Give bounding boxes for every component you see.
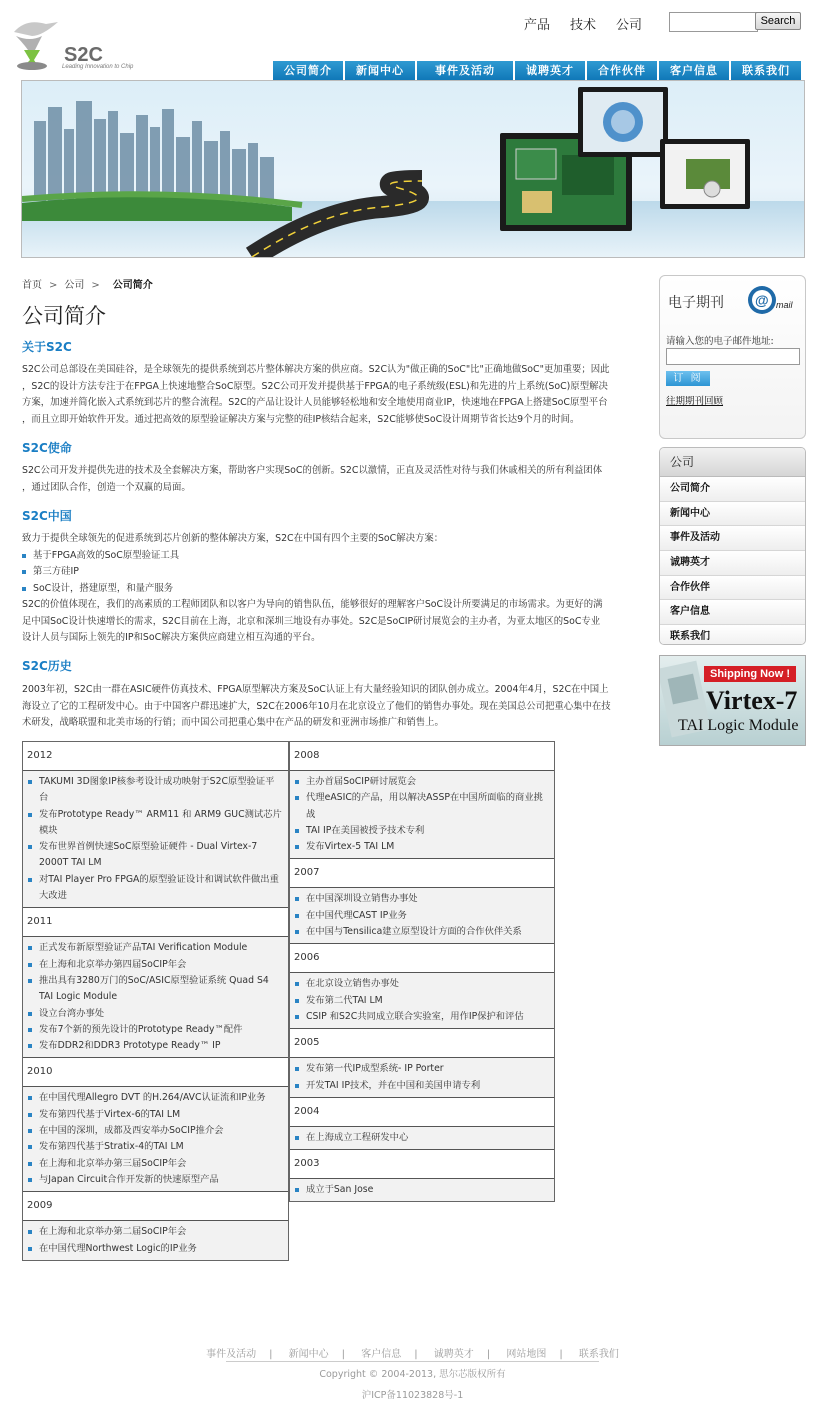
timeline-item: 成立于San Jose bbox=[294, 1182, 548, 1198]
about-line: ，而且立即开始软件开发。通过把高效的原型验证解决方案与完整的硅IP核结合起来，S2C能够使SoC设计周期节省长达9个月的时间。 bbox=[22, 413, 580, 425]
timeline-item: 发布Virtex-5 TAI LM bbox=[294, 839, 548, 855]
nav-contact[interactable]: 联系我们 bbox=[731, 61, 801, 80]
bullet-icon bbox=[22, 587, 26, 591]
timeline-list bbox=[23, 937, 288, 1058]
svg-text:@: @ bbox=[755, 292, 769, 308]
timeline-item: 与Japan Circuit合作开发新的快速原型产品 bbox=[27, 1172, 282, 1188]
top-nav bbox=[524, 14, 642, 33]
bullet-icon bbox=[22, 554, 26, 558]
timeline-year: 2012 bbox=[23, 742, 288, 771]
china-text bbox=[22, 597, 634, 647]
monitor-3 bbox=[660, 139, 750, 209]
ad-subtitle: TAI Logic Module bbox=[678, 717, 799, 734]
company-menu bbox=[659, 447, 806, 645]
timeline-year: 2007 bbox=[290, 859, 554, 888]
mission-line: S2C公司开发并提供先进的技术及全套解决方案，帮助客户实现SoC的创新。S2C以激情，正直及灵活性对待与我们休戚相关的所有利益团体 bbox=[22, 465, 603, 476]
search-input[interactable] bbox=[669, 12, 758, 32]
footer-link-contact[interactable]: 联系我们 bbox=[578, 1349, 619, 1360]
bullet-icon bbox=[22, 570, 26, 574]
email-field[interactable] bbox=[666, 348, 800, 365]
mission-text bbox=[22, 463, 634, 496]
icp-number: 沪ICP备11023828号-1 bbox=[361, 1390, 464, 1401]
search-button[interactable]: Search bbox=[755, 12, 801, 30]
timeline-item: 正式发布新原型验证产品TAI Verification Module bbox=[27, 940, 282, 956]
company-menu-title: 公司 bbox=[660, 448, 805, 477]
monitor-2 bbox=[578, 87, 668, 157]
timeline-item: 推出具有3280万门的SoC/ASIC原型验证系统 Quad S4 TAI Logic Module bbox=[27, 973, 282, 1006]
about-line: ，S2C的设计方法专注于在FPGA上快速地整合SoC原型。S2C公司开发并提供基于FPGA的电子系统级(ESL)和先进的片上系统(SoC)原型解决 bbox=[22, 380, 608, 392]
timeline-item: 发布DDR2和DDR3 Prototype Ready™ IP bbox=[27, 1038, 282, 1054]
timeline-item: 在北京设立销售办事处 bbox=[294, 976, 548, 992]
banner-illustration bbox=[22, 81, 804, 257]
timeline-year: 2004 bbox=[290, 1098, 554, 1127]
timeline-item: 主办首届SoCIP研讨展览会 bbox=[294, 774, 548, 790]
china-line: 足中国SoC设计快速增长的需求，S2C目前在上海，北京和深圳三地设有办事处。S2C是SoCIP研讨展览会的主办者，为亚太地区的SoC专业 bbox=[22, 615, 601, 627]
breadcrumb-current: 公司简介 bbox=[112, 280, 153, 291]
timeline-list bbox=[290, 771, 554, 859]
timeline-item: 发布第四代基于Stratix-4的TAI LM bbox=[27, 1139, 282, 1155]
timeline-item: 在中国与Tensilica建立原型设计方面的合作伙伴关系 bbox=[294, 924, 548, 940]
timeline-year: 2010 bbox=[23, 1058, 288, 1087]
nav-news[interactable]: 新闻中心 bbox=[345, 61, 415, 80]
china-bullet: 第三方硅IP bbox=[22, 564, 79, 581]
nav-careers[interactable]: 诚聘英才 bbox=[515, 61, 585, 80]
timeline-year: 2009 bbox=[23, 1192, 288, 1221]
about-line: 方案，加速并简化嵌入式系统到芯片的整合流程。S2C的产品让设计人员能够轻松地和安全地使用商业IP，快速地在FPGA上搭建SoC原型平台 bbox=[22, 397, 608, 409]
timeline-list bbox=[290, 1127, 554, 1150]
ad-shipping-badge: Shipping Now ! bbox=[704, 666, 796, 682]
china-bullet: SoC设计，搭建原型，和量产服务 bbox=[22, 581, 173, 598]
main-nav bbox=[273, 61, 801, 80]
timeline-year: 2006 bbox=[290, 944, 554, 973]
nav-events[interactable]: 事件及活动 bbox=[417, 61, 513, 80]
timeline-item: 开发TAI IP技术，并在中国和美国申请专利 bbox=[294, 1078, 548, 1094]
company-menu-item-partners[interactable]: 合作伙伴 bbox=[660, 576, 805, 601]
footer-link-careers[interactable]: 诚聘英才 bbox=[433, 1349, 474, 1360]
timeline-item: 发布第一代IP成型系统- IP Porter bbox=[294, 1061, 548, 1077]
logo-text: S2C bbox=[64, 44, 103, 66]
top-link-technology[interactable]: 技术 bbox=[570, 18, 597, 33]
newsletter-box bbox=[659, 275, 806, 439]
timeline-item: 发布第二代TAI LM bbox=[294, 993, 548, 1009]
top-link-company[interactable]: 公司 bbox=[616, 18, 643, 33]
timeline-table-left bbox=[22, 741, 289, 1261]
company-menu-item-contact[interactable]: 联系我们 bbox=[660, 625, 805, 645]
timeline-item: 在中国代理Allegro DVT 的H.264/AVC认证流和IP业务 bbox=[27, 1090, 282, 1106]
company-menu-item-careers[interactable]: 诚聘英才 bbox=[660, 551, 805, 576]
section-heading-mission: S2C使命 bbox=[22, 441, 72, 455]
company-menu-item-news[interactable]: 新闻中心 bbox=[660, 502, 805, 527]
breadcrumb-home[interactable]: 首页 bbox=[22, 280, 42, 291]
timeline-list bbox=[290, 1179, 554, 1201]
timeline-item: 在中国代理Northwest Logic的IP业务 bbox=[27, 1241, 282, 1257]
timeline-item: 在中国深圳设立销售办事处 bbox=[294, 891, 548, 907]
hero-banner bbox=[21, 80, 805, 258]
about-line: S2C公司总部设在美国硅谷，是全球领先的提供系统到芯片整体解决方案的供应商。S2C认为"做正确的SoC"比"正确地做SoC"更加重要；因此 bbox=[22, 364, 610, 375]
footer-divider bbox=[226, 1361, 599, 1362]
timeline-item: 在上海和北京举办第四届SoCIP年会 bbox=[27, 957, 282, 973]
timeline-table-right bbox=[289, 741, 555, 1202]
nav-partners[interactable]: 合作伙伴 bbox=[587, 61, 657, 80]
china-intro: 致力于提供全球领先的促进系统到芯片创新的整体解决方案，S2C在中国有四个主要的SoC解决方案： bbox=[22, 533, 444, 544]
s2c-logo[interactable] bbox=[12, 20, 132, 72]
timeline-item: 在上海和北京举办第二届SoCIP年会 bbox=[27, 1224, 282, 1240]
history-line: 术研发，战略联盟和北美市场的行销；而中国公司把重心集中在产品的研发和亚洲市场推广和销售上。 bbox=[22, 717, 444, 729]
company-menu-item-customers[interactable]: 客户信息 bbox=[660, 600, 805, 625]
footer-links: 事件及活动 | 新闻中心 | 客户信息 | 诚聘英才 | 网站地图 | 联系我们 bbox=[206, 1349, 619, 1360]
about-text bbox=[22, 362, 634, 428]
timeline-item: TAI IP在美国被授予技术专利 bbox=[294, 823, 548, 839]
section-heading-history: S2C历史 bbox=[22, 659, 72, 673]
company-menu-item-profile[interactable]: 公司简介 bbox=[660, 477, 805, 502]
footer-link-customers[interactable]: 客户信息 bbox=[361, 1349, 402, 1360]
timeline-year: 2005 bbox=[290, 1029, 554, 1058]
timeline-list bbox=[23, 1221, 288, 1260]
section-heading-china: S2C中国 bbox=[22, 509, 72, 523]
history-line: 海设立了它的工程研发中心。由于中国客户群迅速扩大，S2C在2006年10月在北京设立了他们的销售办事处。现在美国总公司把重心集中在技 bbox=[22, 700, 611, 712]
newsletter-title: 电子期刊 bbox=[668, 295, 724, 311]
email-label: 请输入您的电子邮件地址: bbox=[666, 336, 774, 347]
section-heading-about: 关于S2C bbox=[22, 340, 72, 354]
timeline-year: 2003 bbox=[290, 1150, 554, 1179]
subscribe-button[interactable]: 订 阅 bbox=[666, 371, 710, 386]
timeline-year: 2011 bbox=[23, 908, 288, 937]
footer-link-sitemap[interactable]: 网站地图 bbox=[506, 1349, 547, 1360]
timeline-year: 2008 bbox=[290, 742, 554, 771]
timeline-item: 在中国的深圳，成都及西安举办SoCIP推介会 bbox=[27, 1123, 282, 1139]
timeline-item: 发布Prototype Ready™ ARM11 和 ARM9 GUC测试芯片模块 bbox=[27, 807, 282, 840]
timeline-item: 对TAI Player Pro FPGA的原型验证设计和调试软件做出重大改进 bbox=[27, 872, 282, 905]
nav-customers[interactable]: 客户信息 bbox=[659, 61, 729, 80]
logo-mark-icon bbox=[12, 20, 58, 72]
timeline-item: 设立台湾办事处 bbox=[27, 1006, 282, 1022]
footer-link-events[interactable]: 事件及活动 bbox=[206, 1349, 257, 1360]
timeline-item: 在上海和北京举办第三届SoCIP年会 bbox=[27, 1156, 282, 1172]
nav-company-profile[interactable]: 公司简介 bbox=[273, 61, 343, 80]
timeline-item: 在上海成立工程研发中心 bbox=[294, 1130, 548, 1146]
china-line: S2C的价值体现在，我们的高素质的工程师团队和以客户为导向的销售队伍，能够很好的理解客户SoC设计所要满足的市场需求。为更好的满 bbox=[22, 599, 603, 610]
history-text bbox=[22, 682, 634, 732]
china-line: 设计人员与国际上领先的IP和SoC解决方案供应商建立相互沟通的平台。 bbox=[22, 632, 321, 644]
copyright-text: Copyright © 2004-2013, 思尔芯版权所有 bbox=[319, 1369, 506, 1380]
logo-tagline: Leading Innovation to Chip bbox=[62, 64, 134, 70]
newsletter-archive-link[interactable]: 往期期刊回顾 bbox=[666, 396, 724, 407]
mission-line: ，通过团队合作，创造一个双赢的局面。 bbox=[22, 481, 191, 493]
company-menu-item-events[interactable]: 事件及活动 bbox=[660, 526, 805, 551]
timeline-item: 代理eASIC的产品，用以解决ASSP在中国所面临的商业挑战 bbox=[294, 790, 548, 823]
timeline-item: 在中国代理CAST IP业务 bbox=[294, 908, 548, 924]
history-line: 2003年初，S2C由一群在ASIC硬件仿真技术、FPGA原型解决方案及SoC认证上有大量经验知识的团队创办成立。2004年4月，S2C在中国上 bbox=[22, 684, 609, 695]
china-bullet: 基于FPGA高效的SoC原型验证工具 bbox=[22, 548, 179, 565]
ad-title: Virtex-7 bbox=[706, 686, 798, 715]
timeline-list bbox=[23, 771, 288, 908]
breadcrumb-company[interactable]: 公司 bbox=[64, 280, 85, 291]
mail-icon-label: mail bbox=[776, 300, 793, 310]
timeline-item: CSIP 和S2C共同成立联合实验室，用作IP保护和评估 bbox=[294, 1009, 548, 1025]
timeline-list bbox=[290, 973, 554, 1029]
timeline-item: 发布第四代基于Virtex-6的TAI LM bbox=[27, 1107, 282, 1123]
timeline-item: TAKUMI 3D图象IP核参考设计成功映射于S2C原型验证平台 bbox=[27, 774, 282, 807]
footer-link-news[interactable]: 新闻中心 bbox=[288, 1349, 329, 1360]
breadcrumb: 首页 > 公司 > 公司简介 bbox=[22, 280, 153, 291]
timeline-list bbox=[23, 1087, 288, 1192]
top-link-products[interactable]: 产品 bbox=[524, 18, 551, 33]
page-title: 公司简介 bbox=[22, 304, 106, 328]
timeline-item: 发布世界首例快速SoC原型验证硬件 - Dual Virtex-7 2000T TAI LM bbox=[27, 839, 282, 872]
timeline-list bbox=[290, 888, 554, 944]
timeline-item: 发布7个新的预先设计的Prototype Ready™配件 bbox=[27, 1022, 282, 1038]
timeline-list bbox=[290, 1058, 554, 1098]
virtex7-ad-banner[interactable] bbox=[659, 655, 806, 746]
